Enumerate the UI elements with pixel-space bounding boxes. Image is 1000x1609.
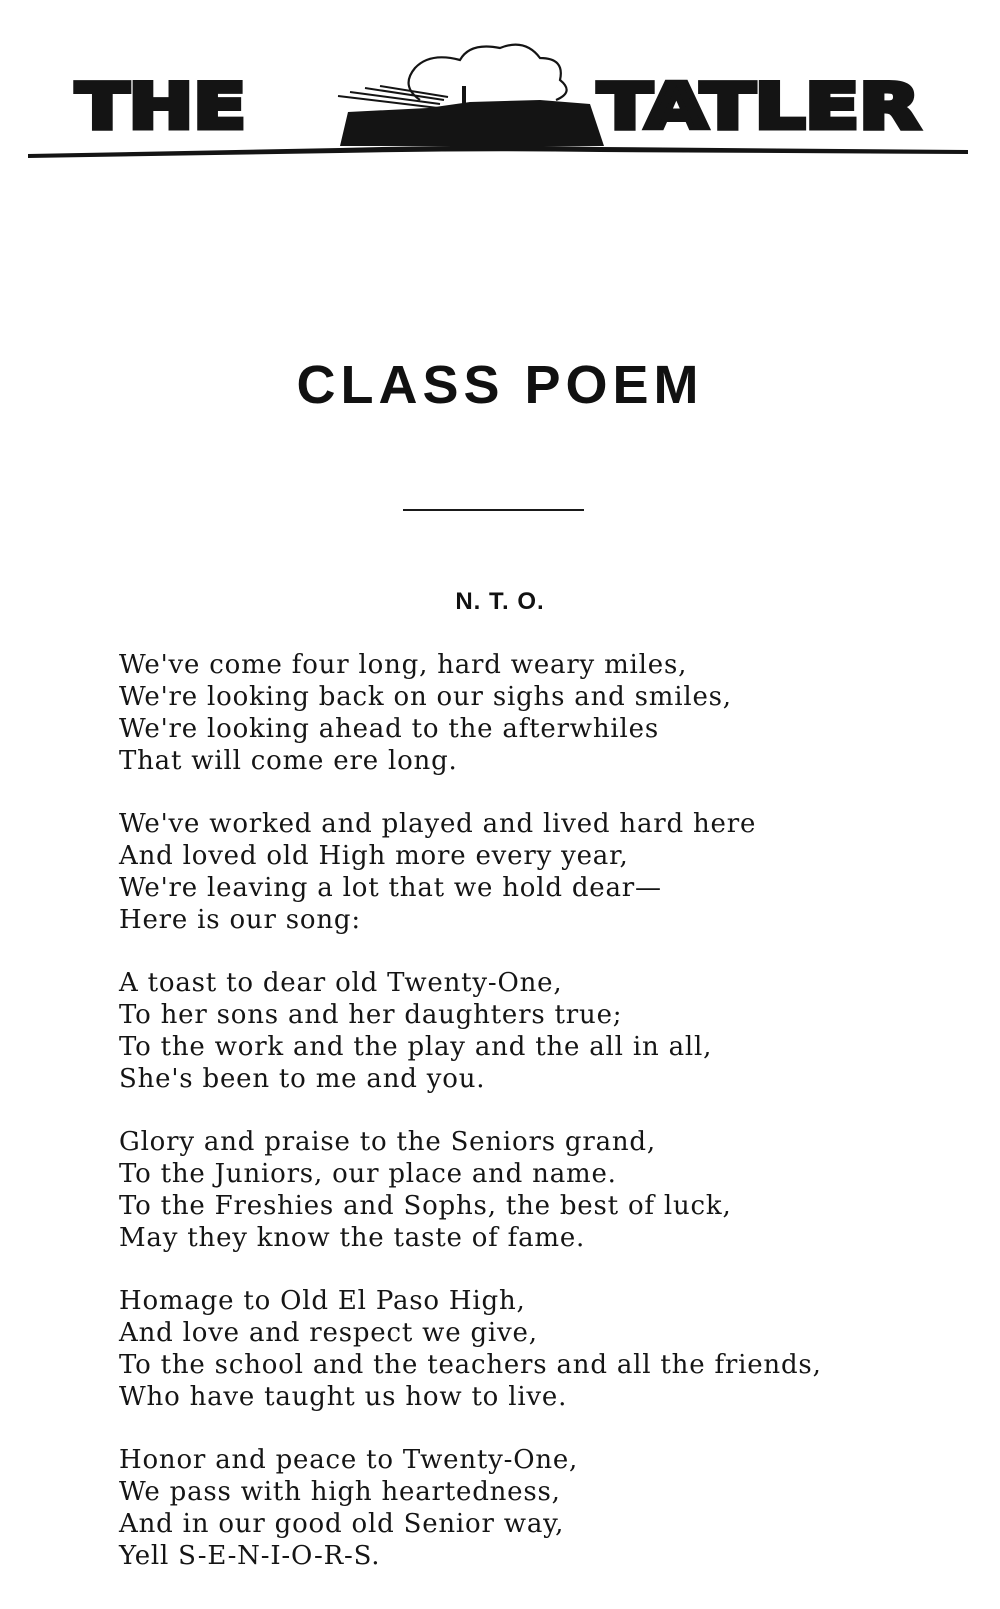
masthead bbox=[0, 0, 1000, 175]
masthead-left-word: THE bbox=[76, 70, 246, 143]
poem-line: To the Freshies and Sophs, the best of luck, bbox=[119, 1191, 732, 1221]
building-flagpole bbox=[462, 86, 466, 104]
tatler-masthead-graphic bbox=[0, 0, 1000, 175]
poem-line: We've worked and played and lived hard here bbox=[119, 809, 757, 839]
stanza-5 bbox=[119, 1285, 979, 1413]
school-building-silhouette bbox=[340, 100, 604, 146]
page-title: CLASS POEM bbox=[296, 355, 704, 415]
poem-line: Here is our song: bbox=[119, 905, 361, 935]
poem-line: We're looking back on our sighs and smiles, bbox=[119, 682, 732, 712]
poem-line: To her sons and her daughters true; bbox=[119, 1000, 623, 1030]
poem-line: That will come ere long. bbox=[119, 746, 458, 776]
poem-author: N. T. O. bbox=[455, 588, 545, 615]
poem-line: We pass with high heartedness, bbox=[119, 1477, 561, 1507]
poem-line: To the Juniors, our place and name. bbox=[119, 1159, 617, 1189]
poem-line: And in our good old Senior way, bbox=[119, 1509, 565, 1539]
title-divider bbox=[403, 509, 584, 511]
poem-line: Honor and peace to Twenty-One, bbox=[119, 1445, 579, 1475]
cloud-outline bbox=[409, 45, 567, 100]
poem-line: We're looking ahead to the afterwhiles bbox=[119, 714, 659, 744]
poem-line: We've come four long, hard weary miles, bbox=[119, 650, 688, 680]
poem-line: She's been to me and you. bbox=[119, 1064, 486, 1094]
stanza-2 bbox=[119, 808, 979, 936]
masthead-ground-line bbox=[28, 146, 968, 158]
poem-line: And love and respect we give, bbox=[119, 1318, 538, 1348]
poem-line: We're leaving a lot that we hold dear— bbox=[119, 873, 662, 903]
stanza-4 bbox=[119, 1126, 979, 1254]
poem-line: To the school and the teachers and all the friends, bbox=[119, 1350, 822, 1380]
poem-line: Yell S-E-N-I-O-R-S. bbox=[119, 1541, 381, 1571]
stanza-1 bbox=[119, 649, 979, 777]
poem-line: To the work and the play and the all in all, bbox=[119, 1032, 713, 1062]
poem-line: Who have taught us how to live. bbox=[119, 1382, 568, 1412]
poem-line: And loved old High more every year, bbox=[119, 841, 629, 871]
poem-line: May they know the taste of fame. bbox=[119, 1223, 586, 1253]
stanza-3 bbox=[119, 967, 979, 1095]
poem-line: Glory and praise to the Seniors grand, bbox=[119, 1127, 656, 1157]
stanza-6 bbox=[119, 1444, 979, 1572]
poem-line: Homage to Old El Paso High, bbox=[119, 1286, 526, 1316]
masthead-right-word: TATLER bbox=[598, 70, 920, 143]
masthead-speed-lines bbox=[338, 86, 448, 108]
poem-line: A toast to dear old Twenty-One, bbox=[119, 968, 563, 998]
poem-body bbox=[119, 649, 979, 1603]
